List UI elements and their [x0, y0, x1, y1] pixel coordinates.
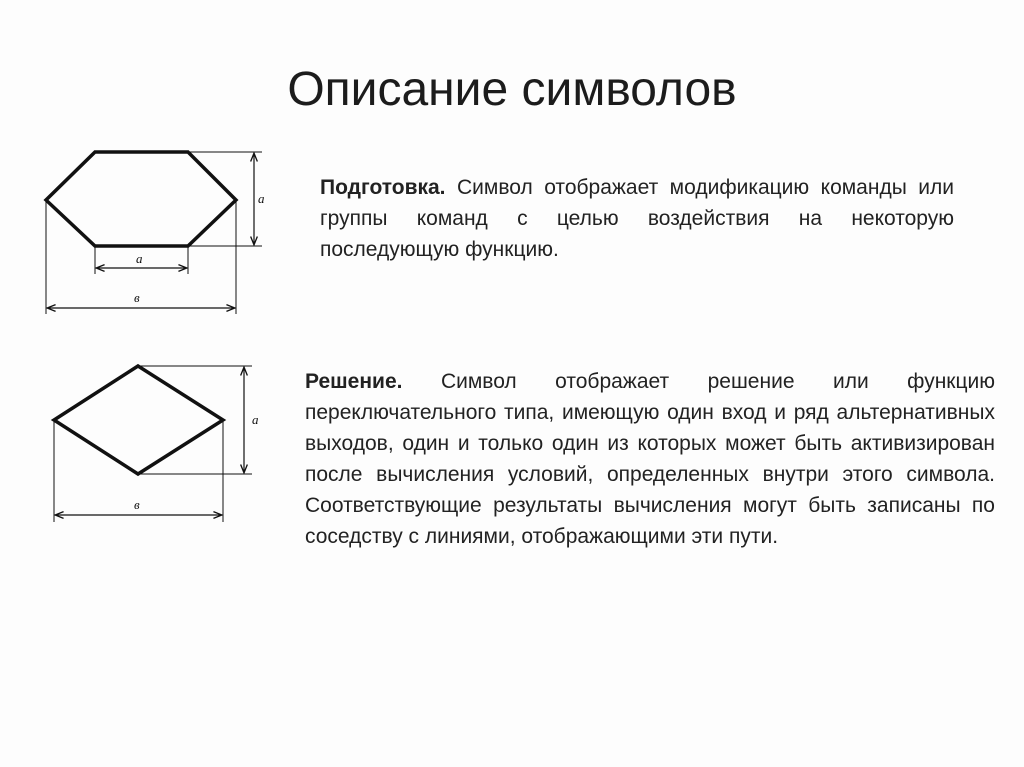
decision-paragraph — [305, 366, 995, 552]
rhombus-width-label: в — [134, 497, 140, 512]
preparation-term: Подготовка. — [320, 176, 446, 199]
hexagon-inner-dimension — [95, 246, 188, 274]
rhombus-height-label: a — [252, 412, 259, 427]
slide-title: Описание символов — [287, 63, 737, 116]
decision-description: Символ отображает решение или функцию переключательного типа, имеющую один вход и ряд альтернативных выходов, один и только один из которых может быть активизирован после вычисления условий, определенных внутри этого символа. Соответствующие результаты вычисления могут быть записаны по соседству с линиями, отображающими эти пути. — [305, 370, 995, 548]
rhombus-height-dimension — [138, 366, 259, 474]
preparation-paragraph — [320, 172, 954, 265]
hexagon-height-dimension — [188, 152, 265, 246]
rhombus-shape — [54, 366, 223, 474]
hexagon-inner-label: a — [136, 251, 143, 266]
decision-symbol — [54, 366, 259, 522]
decision-term: Решение. — [305, 370, 403, 393]
hexagon-shape — [46, 152, 236, 246]
hexagon-height-label: a — [258, 191, 265, 206]
preparation-description: Символ отображает модификацию команды или группы команд с целью воздействия на некоторую последующую функцию. — [320, 176, 954, 261]
hexagon-width-label: в — [134, 290, 140, 305]
preparation-symbol — [46, 152, 265, 314]
